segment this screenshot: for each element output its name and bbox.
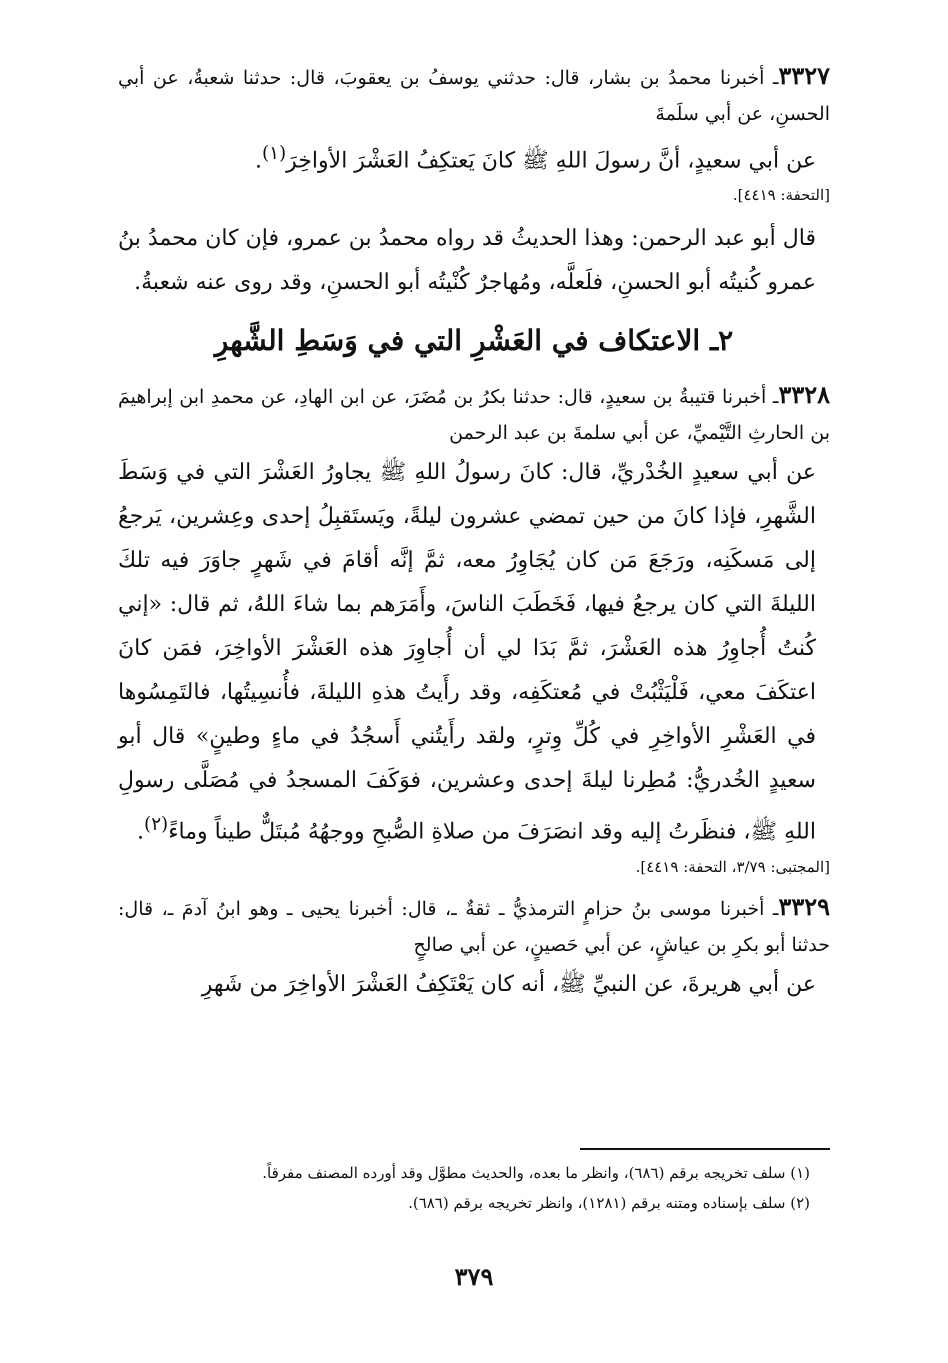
isnad-text: ـ أخبرنا موسى بنُ حزامٍ الترمذيُّ ـ ثقةٌ ـ، قال: أخبرنا يحيى ـ وهو ابنُ آدمَ ـ، قال: حدثنا أبو بكرِ بن عياشٍ، عن أبي حَصينٍ، عن أبي صالحٍ bbox=[118, 897, 830, 956]
footnote-marker[interactable]: (٢) bbox=[144, 814, 169, 836]
matn-end: . bbox=[255, 148, 262, 174]
main-text bbox=[118, 58, 830, 1007]
hadith-number: ٣٣٢٩ bbox=[778, 891, 830, 921]
isnad-text: ـ أخبرنا محمدُ بن بشار، قال: حدثني يوسفُ بن يعقوبَ، قال: حدثنا شعبةُ، عن أبي الحسنِ، عن أبي سلَمةَ bbox=[118, 67, 830, 125]
footnotes bbox=[118, 1148, 830, 1218]
isnad-text: ـ أخبرنا قتيبةُ بن سعيدٍ، قال: حدثنا بكرُ بن مُضَرَ، عن ابن الهادِ، عن محمدِ ابن إبراهيمَ بن الحارثِ التَّيْميِّ، عن أبي سلمةَ بن عبد الرحمن bbox=[118, 386, 830, 445]
hadith-3329-matn: عن أبي هريرةَ، عن النبيِّ ﷺ، أنه كان يَعْتَكِفُ العَشْرَ الأواخِرَ من شَهرِ bbox=[201, 971, 816, 997]
matn-text: عن أبي سعيدٍ، أنَّ رسولَ اللهِ ﷺ كانَ يَعتكِفُ العَشْرَ الأواخِرَ bbox=[286, 148, 816, 174]
hadith-3328-matn bbox=[118, 451, 830, 854]
section-title: ٢ـ الاعتكاف في العَشْرِ التي في وَسَطِ الشَّهرِ bbox=[214, 324, 734, 358]
matn-end: . bbox=[137, 819, 145, 845]
hadith-3327-isnad bbox=[118, 58, 830, 132]
hadith-3328-isnad bbox=[118, 377, 830, 451]
commentary: قال أبو عبد الرحمن: وهذا الحديثُ قد رواه محمدُ بن عمرو، فإن كان محمدُ بنُ عمرو كُنيتُه أبو الحسنِ، فلَعلَّه، ومُهاجرٌ كُنْيتُه أبو الحسنِ، وقد روى عنه شعبةُ. bbox=[118, 226, 816, 296]
footnote-1: (١) سلف تخريجه برقم (٦٨٦)، وانظر ما بعده، والحديث مطوَّل وقد أورده المصنف مفرقاً. bbox=[262, 1164, 810, 1182]
hadith-number: ٣٣٢٨ bbox=[778, 380, 830, 410]
hadith-3327-matn bbox=[118, 132, 830, 183]
hadith-3327-reference: [التحفة: ٤٤١٩]. bbox=[732, 186, 830, 205]
page-number: ٣٧٩ bbox=[454, 1262, 494, 1291]
footnote-2: (٢) سلف بإسناده ومتنه برقم (١٢٨١)، وانظر تخريجه برقم (٦٨٦). bbox=[408, 1194, 810, 1212]
hadith-3329-isnad bbox=[118, 889, 830, 963]
hadith-number: ٣٣٢٧ bbox=[778, 61, 830, 90]
footnote-marker[interactable]: (١) bbox=[262, 143, 287, 164]
footnote-divider bbox=[580, 1148, 830, 1150]
hadith-3328-reference: [المجتبى: ٣/٧٩، التحفة: ٤٤١٩]. bbox=[635, 857, 830, 876]
matn-text: عن أبي سعيدٍ الخُدْريِّ، قال: كانَ رسولُ اللهِ ﷺ يجاورُ العَشْرَ التي في وَسَطَ الشَّهرِ، فإذا كانَ من حين تمضي عشرون ليلةً، ويَستَقبِلُ إحدى وعِشرين، يَرجعُ إلى مَسكَنِه، ورَجَعَ مَن كان يُجَاوِرُ معه، ثمَّ إنَّه أقامَ في شَهرٍ جاوَرَ فيه تلكَ الليلةَ التي كان يرجعُ فيها، فَخَطَبَ الناسَ، وأَمَرَهم بما شاءَ اللهُ، ثم قال: «إني كُنتُ أُجاوِرُ هذه العَشْرَ، ثمَّ بَدَا لي أن أُجاوِرَ هذه العَشْرَ الأواخِرَ، فمَن كانَ اعتكَفَ معي، فَلْيَثْبُتْ في مُعتكَفِه، وقد رأَيتُ هذهِ الليلةَ، فأُنسِيتُها، فالتَمِسُوها في العَشْرِ الأواخِرِ في كُلِّ وِترٍ، ولقد رأَيتُني أَسجُدُ في ماءٍ وطينٍ» قال أبو سعيدٍ الخُدريُّ: مُطِرنا ليلةَ إحدى وعشرين، فوَكَفَ المسجدُ في مُصَلَّى رسولِ اللهِ ﷺ، فنظَرتُ إليه وقد انصَرَفَ من صلاةِ الصُّبحِ ووجهُهُ مُبتَلٌّ طيناً وماءً bbox=[118, 460, 816, 845]
